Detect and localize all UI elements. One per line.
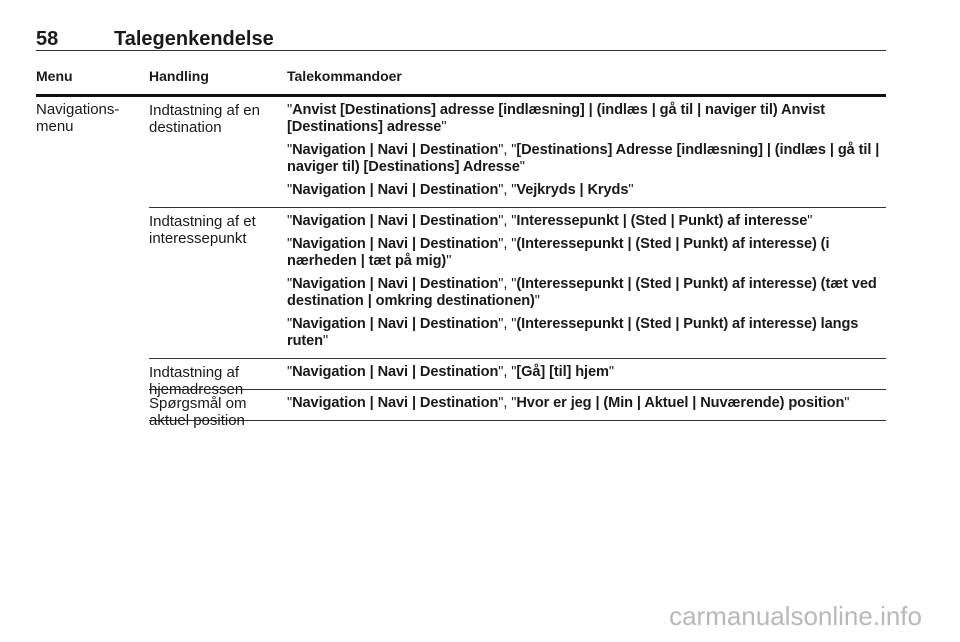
- voice-command: [287, 213, 886, 230]
- command-punctuation: ": [287, 142, 293, 158]
- command-punctuation: ": [287, 182, 293, 198]
- command-punctuation: ": [844, 395, 850, 411]
- command-punctuation: ", ": [498, 213, 517, 229]
- command-punctuation: ": [287, 316, 293, 332]
- command-phrase: Interessepunkt | (Sted | Punkt) af interesse: [516, 213, 808, 229]
- column-header-commands: Talekommandoer: [287, 68, 402, 84]
- command-punctuation: ": [287, 395, 293, 411]
- action-cell: Indtastning af hjemadressen: [149, 364, 244, 398]
- command-punctuation: ": [628, 182, 634, 198]
- page-header: [36, 28, 886, 51]
- voice-command: [287, 276, 886, 310]
- commands-cell: [287, 359, 886, 389]
- table-header: [36, 68, 886, 97]
- command-punctuation: ": [534, 293, 540, 309]
- command-phrase: [Gå] [til] hjem: [516, 364, 609, 380]
- command-phrase: (Interessepunkt | (Sted | Punkt) af interesse) (i nærheden | tæt på mig): [287, 236, 830, 269]
- command-phrase: Navigation | Navi | Destination: [292, 276, 499, 292]
- commands-cell: [287, 390, 886, 420]
- command-punctuation: ", ": [498, 182, 517, 198]
- command-punctuation: ": [323, 333, 329, 349]
- voice-command: [287, 102, 886, 136]
- commands-cell: [287, 208, 886, 358]
- command-punctuation: ": [519, 159, 525, 175]
- command-phrase: Navigation | Navi | Destination: [292, 236, 499, 252]
- command-punctuation: ": [441, 119, 447, 135]
- command-punctuation: ": [287, 364, 293, 380]
- command-phrase: Navigation | Navi | Destination: [292, 364, 499, 380]
- column-header-action: Handling: [149, 68, 209, 84]
- watermark: carmanualsonline.info: [669, 601, 922, 631]
- command-punctuation: ", ": [498, 236, 517, 252]
- command-punctuation: ": [287, 213, 293, 229]
- command-phrase: Navigation | Navi | Destination: [292, 316, 499, 332]
- command-punctuation: ", ": [498, 142, 517, 158]
- action-cell: Indtastning af en destination: [149, 102, 260, 136]
- command-punctuation: ": [287, 102, 293, 118]
- menu-cell: Navigations- menu: [36, 101, 120, 135]
- command-punctuation: ", ": [498, 276, 517, 292]
- command-punctuation: ": [446, 253, 452, 269]
- command-phrase: (Interessepunkt | (Sted | Punkt) af interesse) (tæt ved destination | omkring destinationen): [287, 276, 877, 309]
- voice-command: [287, 182, 886, 199]
- command-punctuation: ", ": [498, 364, 517, 380]
- command-punctuation: ", ": [498, 395, 517, 411]
- voice-command: [287, 395, 886, 412]
- table-row: [149, 390, 886, 429]
- action-cell: Indtastning af et interessepunkt: [149, 213, 256, 247]
- command-punctuation: ": [608, 364, 615, 380]
- command-phrase: Hvor er jeg | (Min | Aktuel | Nuværende) position: [516, 395, 845, 411]
- table-row: [149, 359, 886, 398]
- command-phrase: Anvist [Destinations] adresse [indlæsning] | (indlæs | gå til | naviger til) Anvist [Destinations] adresse: [287, 102, 826, 135]
- menu-group: [36, 97, 886, 429]
- command-punctuation: ", ": [498, 316, 517, 332]
- voice-command: [287, 316, 886, 350]
- command-phrase: (Interessepunkt | (Sted | Punkt) af interesse) langs ruten: [287, 316, 859, 349]
- command-phrase: Navigation | Navi | Destination: [292, 395, 499, 411]
- command-punctuation: ": [287, 236, 293, 252]
- command-phrase: Navigation | Navi | Destination: [292, 213, 499, 229]
- command-punctuation: ": [807, 213, 813, 229]
- voice-command: [287, 236, 886, 270]
- command-phrase: [Destinations] Adresse [indlæsning] | (indlæs | gå til | naviger til) [Destinations] Adresse: [287, 142, 880, 175]
- command-phrase: Vejkryds | Kryds: [516, 182, 629, 198]
- table-row: [149, 208, 886, 359]
- command-phrase: Navigation | Navi | Destination: [292, 182, 499, 198]
- page-number: 58: [36, 28, 59, 50]
- voice-command: [287, 142, 886, 176]
- commands-cell: [287, 97, 886, 207]
- page-title: Talegenkendelse: [114, 28, 274, 50]
- column-header-menu: Menu: [36, 68, 73, 84]
- table-row: [149, 97, 886, 208]
- command-punctuation: ": [287, 276, 293, 292]
- action-cell: Spørgsmål om aktuel position: [149, 395, 247, 429]
- command-phrase: Navigation | Navi | Destination: [292, 142, 499, 158]
- table-body: [36, 97, 886, 429]
- voice-commands-table: [36, 68, 886, 429]
- voice-command: [287, 364, 886, 381]
